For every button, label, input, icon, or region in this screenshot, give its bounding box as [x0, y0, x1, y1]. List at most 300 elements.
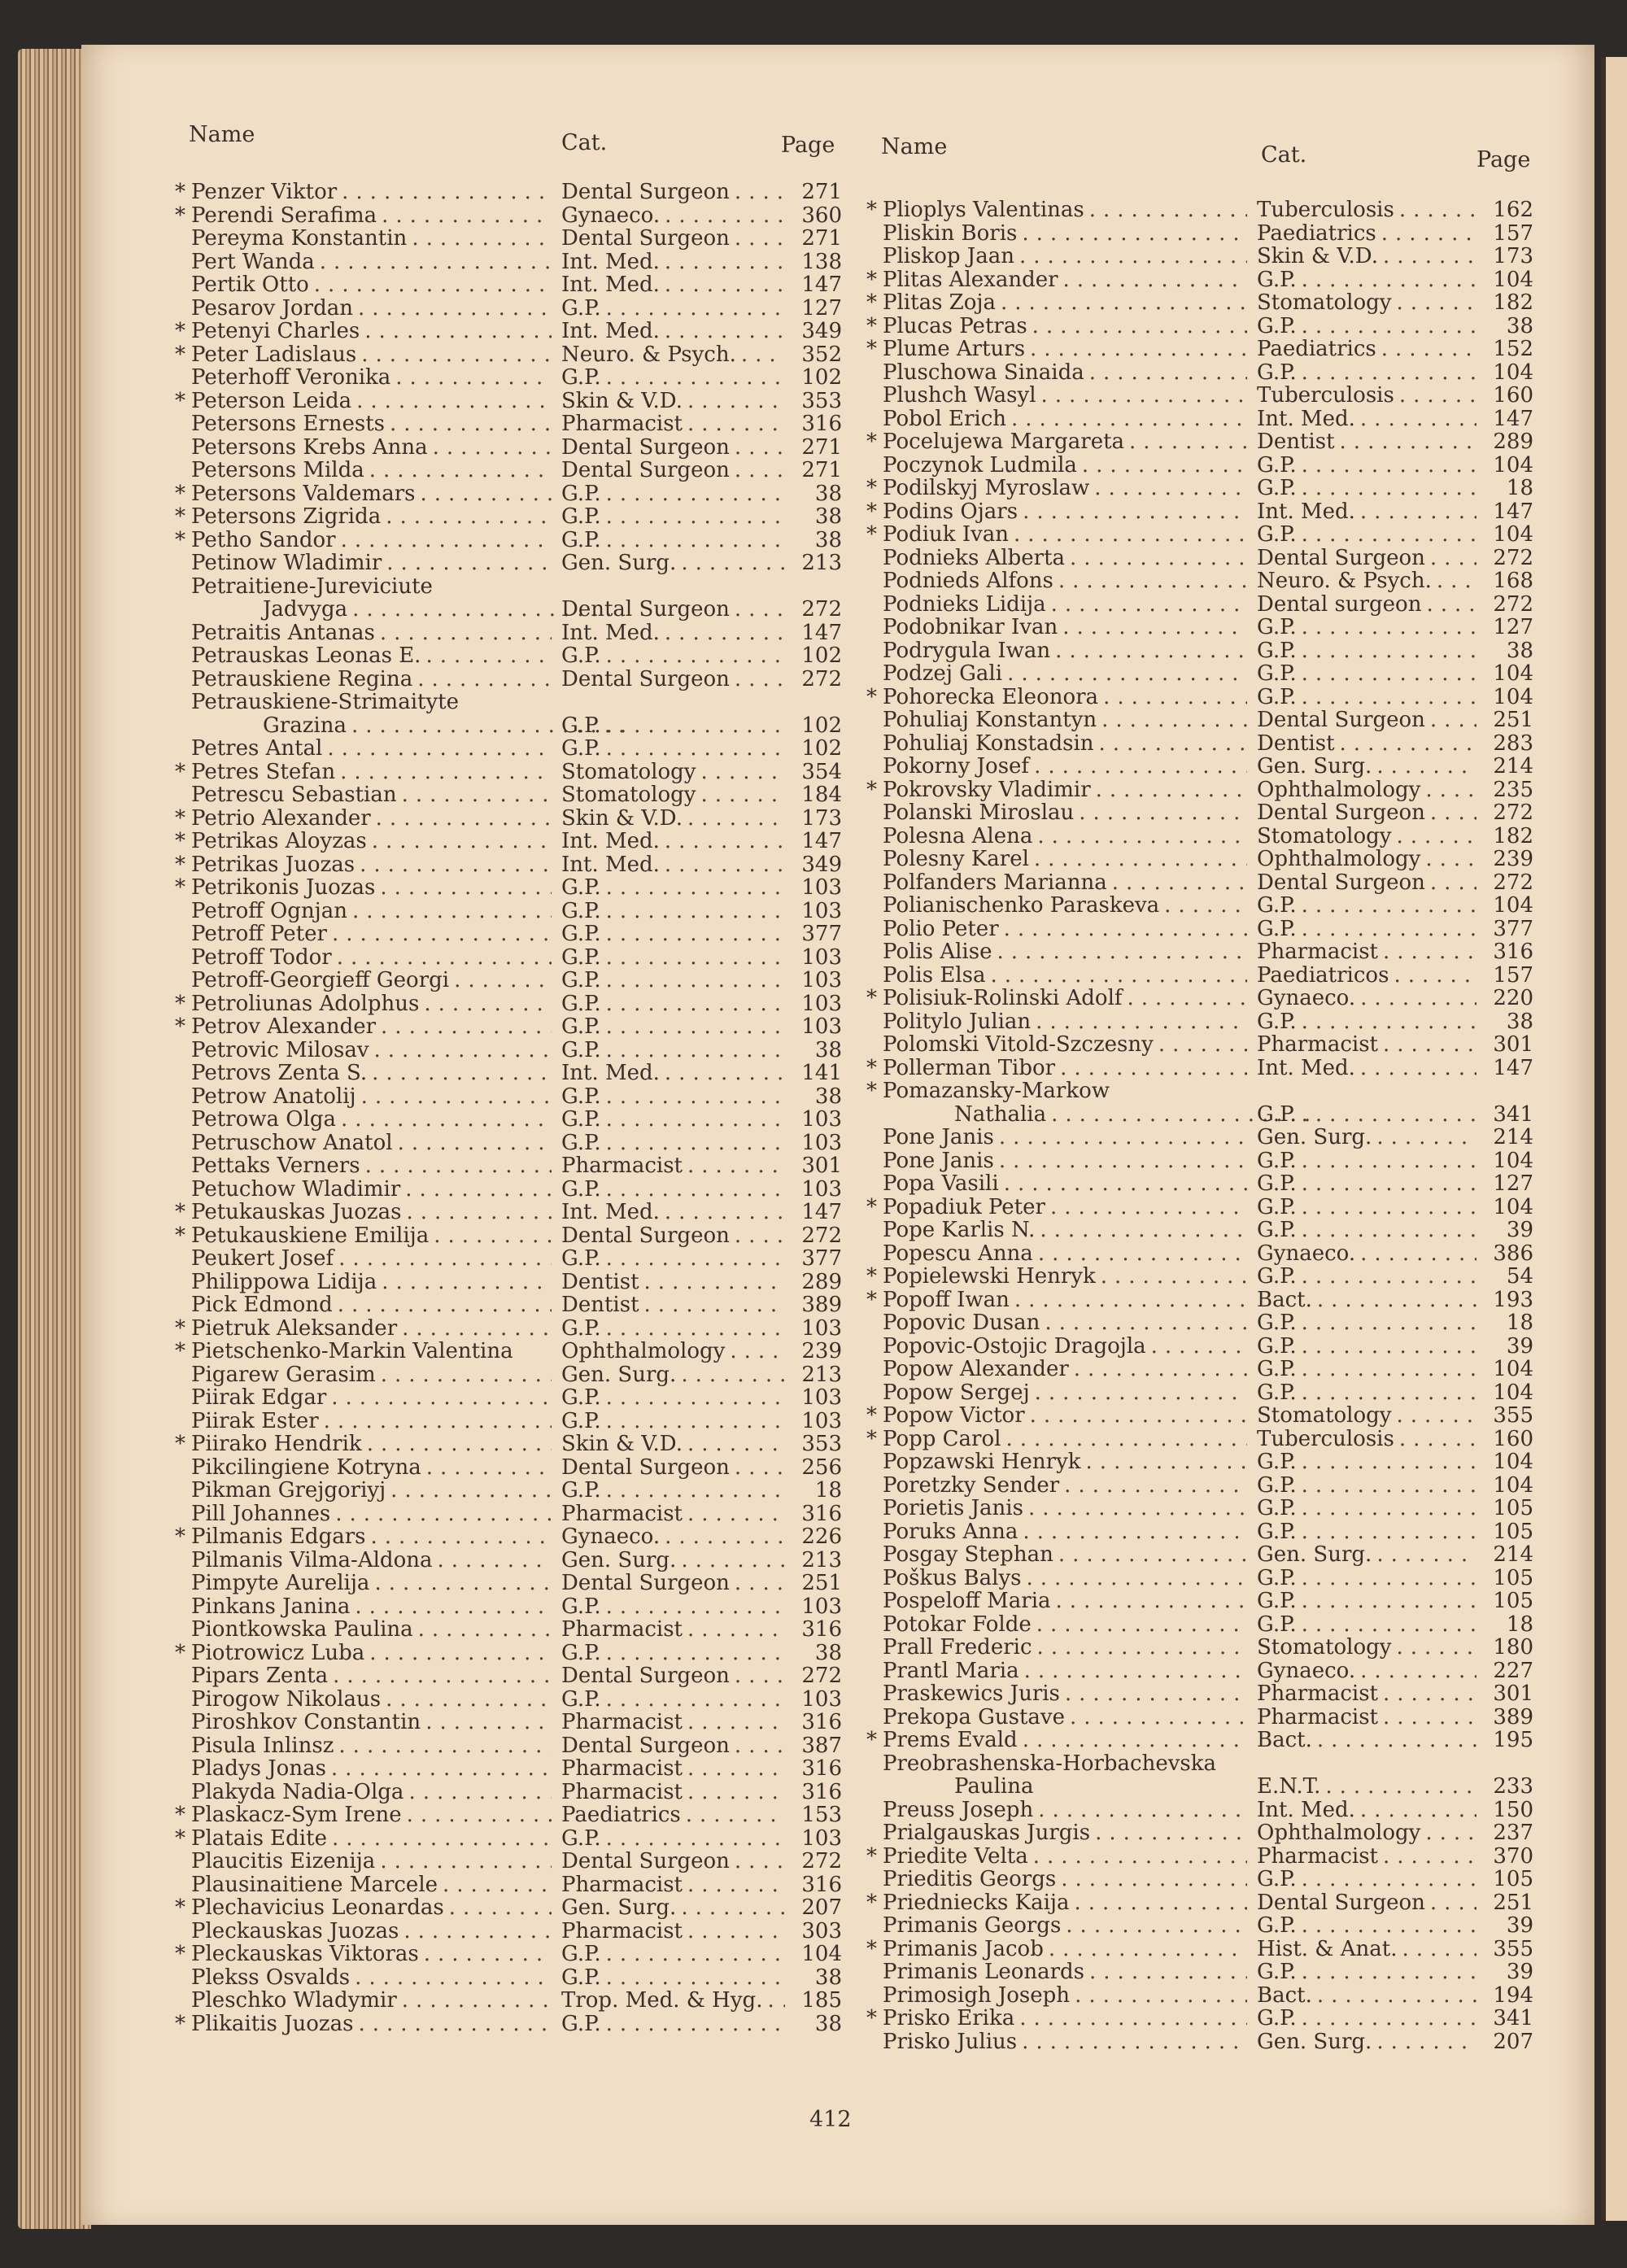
leader-dots	[601, 297, 785, 321]
index-entry	[866, 986, 1533, 1010]
index-entry	[191, 1456, 842, 1480]
entry-name-cell	[191, 1456, 552, 1480]
entry-page: 147	[801, 273, 842, 297]
entry-category-cell	[561, 1386, 785, 1410]
entry-name: Popescu Anna	[883, 1241, 1033, 1266]
leader-dots	[382, 552, 552, 575]
entry-name-cell	[883, 1891, 1247, 1915]
entry-name-cell	[191, 1085, 552, 1109]
leader-dots	[315, 251, 552, 274]
index-entry	[883, 825, 1533, 848]
entry-page: 162	[1493, 198, 1533, 222]
entry-name-cell	[191, 1015, 552, 1039]
asterisk-marker: *	[175, 1432, 185, 1456]
leader-dots	[601, 1688, 785, 1712]
entry-category: Pharmacist	[1257, 1681, 1378, 1706]
index-entry	[883, 454, 1533, 478]
leader-dots	[444, 1896, 552, 1920]
entry-name-cell	[191, 273, 552, 297]
entry-name: Polesny Karel	[883, 847, 1029, 871]
entry-name-cell	[883, 1450, 1247, 1474]
index-entry	[191, 1178, 842, 1202]
leader-dots	[601, 1966, 785, 1990]
index-entry	[883, 1752, 1533, 1776]
index-entry	[883, 1914, 1533, 1938]
entry-page: 239	[1493, 847, 1533, 871]
asterisk-marker: *	[175, 527, 185, 552]
entry-category: Paediatrics	[1257, 337, 1376, 361]
entry-category: Gen. Surg.	[561, 1895, 677, 1920]
index-entry	[883, 1520, 1533, 1544]
leader-dots	[1069, 1891, 1247, 1915]
entry-name-cell	[191, 761, 552, 784]
leader-dots	[319, 1410, 552, 1433]
entry-category: G.P.	[561, 1315, 601, 1341]
entry-page: 303	[801, 1918, 842, 1943]
entry-category: G.P.	[561, 991, 601, 1016]
entry-category-cell	[1257, 987, 1477, 1010]
index-entry	[191, 1503, 842, 1526]
entry-name: Piirak Ester	[191, 1408, 319, 1433]
entry-name-cell	[191, 1224, 552, 1248]
entry-category: G.P.	[1257, 1333, 1297, 1359]
index-entry	[175, 1803, 842, 1827]
entry-page: 173	[801, 805, 842, 831]
entry-name-cell	[191, 436, 552, 460]
entry-name: Pill Johannes	[191, 1501, 331, 1526]
entry-name: Peterson Leida	[191, 388, 352, 413]
entry-page: 182	[1493, 290, 1533, 315]
entry-page: 354	[801, 759, 842, 784]
asterisk-marker: *	[866, 198, 877, 222]
entry-category: Dental Surgeon	[561, 666, 730, 691]
index-entry	[883, 384, 1533, 408]
leader-dots	[730, 1456, 785, 1480]
entry-name: Prantl Maria	[883, 1658, 1019, 1683]
leader-dots	[1297, 662, 1477, 686]
entry-page: 103	[801, 1594, 842, 1619]
index-entry	[883, 639, 1533, 663]
entry-name-cell	[883, 1682, 1247, 1706]
entry-category-cell	[561, 1062, 785, 1085]
entry-page: 150	[1493, 1797, 1533, 1822]
leader-dots	[1009, 523, 1247, 547]
entry-name-cell	[191, 251, 552, 274]
entry-category: Dental Surgeon	[561, 434, 730, 460]
asterisk-marker: *	[175, 1223, 185, 1248]
entry-name: Podobnikar Ivan	[883, 615, 1058, 639]
index-entry	[883, 1660, 1533, 1683]
entry-page: 353	[801, 1432, 842, 1456]
entry-name: Pohorecka Eleonora	[883, 684, 1099, 709]
leader-dots	[367, 830, 552, 853]
entry-category-cell	[561, 1085, 785, 1109]
entry-category-cell	[561, 1132, 785, 1155]
entry-category-cell	[1257, 1613, 1477, 1637]
leader-dots	[366, 1525, 552, 1549]
entry-category-cell	[561, 1618, 785, 1642]
leader-dots	[683, 1920, 785, 1943]
entry-category: Dental Surgeon	[561, 1571, 730, 1595]
leader-dots	[1019, 1660, 1247, 1683]
leader-dots	[1320, 1775, 1477, 1799]
entry-name: Pirogow Nikolaus	[191, 1686, 382, 1712]
entry-category: G.P.	[1257, 1357, 1297, 1381]
entry-name-cell	[883, 1497, 1247, 1520]
entry-name: Petersons Ernests	[191, 412, 385, 436]
index-entry	[883, 593, 1533, 617]
asterisk-marker: *	[866, 1264, 877, 1289]
leader-dots	[683, 807, 785, 831]
index-entry	[883, 222, 1533, 246]
leader-dots	[601, 922, 785, 946]
entry-category-cell	[1257, 1289, 1477, 1312]
entry-name: Pone Janis	[883, 1125, 994, 1149]
leader-dots	[330, 1503, 552, 1526]
index-entry	[866, 522, 1533, 547]
entry-name: Pimpyte Aurelija	[191, 1571, 370, 1595]
entry-category: G.P.	[1257, 1612, 1297, 1637]
entry-page: 226	[801, 1524, 842, 1549]
entry-category: G.P.	[561, 1246, 601, 1271]
leader-dots	[1297, 1219, 1477, 1242]
entry-name: Pomazansky-Markow	[883, 1079, 1110, 1103]
entry-category: Gynaeco.	[561, 1524, 661, 1549]
leader-dots	[421, 644, 552, 668]
entry-category: Int. Med.	[561, 273, 660, 297]
entry-category: Pharmacist	[561, 1617, 683, 1642]
entry-name-cell	[883, 1660, 1247, 1683]
entry-name: Pinkans Janina	[191, 1594, 351, 1619]
index-entry	[191, 366, 842, 390]
leader-dots	[432, 1549, 552, 1572]
entry-name: Petroliunas Adolphus	[191, 991, 420, 1016]
leader-dots	[730, 1850, 785, 1873]
entry-category-cell	[561, 783, 785, 807]
entry-page: 54	[1506, 1264, 1533, 1289]
entry-category: Dentist	[561, 1269, 639, 1294]
entry-category: Skin & V.D.	[1257, 244, 1378, 268]
entry-name-cell	[883, 1636, 1247, 1660]
entry-name-cell	[191, 1410, 552, 1433]
entry-category-cell	[1257, 2030, 1477, 2054]
entry-category: G.P.	[1257, 476, 1297, 500]
index-entry	[883, 245, 1533, 268]
entry-category: Dental Surgeon	[561, 458, 730, 482]
entry-name: Preobrashenska-Horbachevska	[883, 1751, 1217, 1776]
entry-page: 38	[1506, 1009, 1533, 1034]
leader-dots	[1096, 1265, 1247, 1289]
entry-name-cell	[191, 1850, 552, 1873]
entry-name-cell	[191, 320, 552, 343]
entry-category: Gen. Surg.	[561, 1362, 677, 1387]
index-entry	[883, 1567, 1533, 1590]
leader-dots	[676, 552, 785, 575]
entry-name-continued: Nathalia	[954, 1101, 1047, 1127]
entry-name: Petrikonis Juozas	[191, 875, 376, 900]
entry-page: 173	[1493, 244, 1533, 268]
index-entry	[191, 1154, 842, 1178]
entry-name-cell	[191, 1664, 552, 1688]
entry-name-cell	[191, 575, 552, 599]
leader-dots	[1055, 1057, 1247, 1080]
leader-dots	[601, 1317, 785, 1341]
index-entry	[191, 622, 842, 645]
leader-dots	[1044, 1938, 1247, 1961]
entry-page: 239	[801, 1339, 842, 1363]
asterisk-marker: *	[866, 1079, 877, 1103]
leader-dots	[730, 459, 785, 482]
index-entry	[191, 1757, 842, 1781]
entry-page: 39	[1506, 1333, 1533, 1359]
entry-category-cell	[561, 1642, 785, 1665]
index-entry	[883, 894, 1533, 918]
index-entry	[191, 1873, 842, 1897]
index-entry	[191, 946, 842, 970]
leader-dots	[356, 343, 552, 367]
entry-name: Popovic-Ostojic Dragojla	[883, 1333, 1146, 1359]
entry-page: 105	[1493, 1565, 1533, 1590]
leader-dots	[1297, 1497, 1477, 1520]
leader-dots	[1378, 1682, 1477, 1706]
entry-category-cell	[561, 436, 785, 460]
entry-name: Posgay Stephan	[883, 1542, 1053, 1567]
entry-name: Praskewics Juris	[883, 1681, 1060, 1706]
entry-name-cell	[191, 900, 552, 923]
entry-category-cell	[1257, 338, 1477, 361]
entry-category: Int. Med.	[1257, 1797, 1355, 1822]
entry-page: 272	[801, 666, 842, 691]
index-entry	[866, 1194, 1533, 1219]
entry-name-cell	[883, 616, 1247, 639]
entry-category: Dental Surgeon	[1257, 708, 1425, 732]
entry-name-cell	[191, 644, 552, 668]
entry-name-cell	[191, 1642, 552, 1665]
entry-page: 138	[801, 249, 842, 274]
entry-category: G.P.	[561, 1686, 601, 1712]
entry-category: Stomatology	[1257, 1635, 1392, 1660]
leader-dots	[353, 297, 552, 321]
leader-dots	[1297, 523, 1477, 547]
entry-category-cell	[1257, 1126, 1477, 1149]
index-entry	[175, 504, 842, 529]
entry-page: 316	[801, 412, 842, 436]
entry-category-cell	[561, 1920, 785, 1943]
entry-name: Prekopa Gustave	[883, 1704, 1066, 1729]
index-entry	[191, 575, 842, 599]
leader-dots	[1098, 686, 1247, 709]
leader-dots	[660, 622, 785, 645]
entry-category-cell	[561, 204, 785, 228]
asterisk-marker: *	[175, 481, 185, 506]
entry-name-cell	[883, 1520, 1247, 1544]
entry-category: Pharmacist	[561, 1918, 683, 1943]
entry-name: Plitas Zoja	[883, 290, 996, 315]
entry-page: 104	[1493, 1450, 1533, 1474]
entry-category-cell	[1257, 686, 1477, 709]
entry-page: 207	[1493, 2029, 1533, 2054]
leader-dots	[1425, 547, 1477, 570]
entry-name-cell	[883, 1752, 1247, 1776]
entry-category-cell	[1257, 755, 1477, 779]
index-entry	[883, 1706, 1533, 1729]
entry-category: G.P.	[1257, 1589, 1297, 1613]
entry-name: Podnieks Alberta	[883, 545, 1066, 570]
index-entry	[883, 1126, 1533, 1149]
leader-dots	[1107, 871, 1247, 895]
index-entry	[175, 481, 842, 506]
entry-name: Plucas Petras	[883, 313, 1027, 338]
entry-page: 214	[1493, 1542, 1533, 1567]
asterisk-marker: *	[866, 1403, 877, 1428]
entry-name: Petrow Anatolij	[191, 1084, 356, 1109]
leader-dots	[1297, 1613, 1477, 1637]
entry-name-cell	[191, 1781, 552, 1804]
leader-dots	[660, 1201, 785, 1224]
asterisk-marker: *	[866, 290, 877, 315]
entry-category: Int. Med.	[561, 1200, 660, 1224]
leader-dots	[1029, 755, 1247, 779]
index-entry	[191, 297, 842, 321]
index-entry	[866, 1843, 1533, 1869]
entry-page: 389	[1493, 1704, 1533, 1729]
index-entry	[883, 1103, 1533, 1127]
entry-name-cell	[883, 500, 1247, 524]
entry-name: Piirako Hendrik	[191, 1432, 362, 1456]
leader-dots	[1297, 1590, 1477, 1613]
entry-category: Dental Surgeon	[1257, 545, 1425, 570]
entry-category: G.P.	[561, 1084, 601, 1109]
entry-name-cell	[883, 871, 1247, 895]
entry-name-cell	[883, 1265, 1247, 1289]
index-entry	[191, 598, 842, 622]
entry-name-cell	[883, 1729, 1247, 1752]
index-entry	[883, 1775, 1533, 1799]
leader-dots	[326, 1757, 552, 1781]
leader-dots	[1053, 569, 1247, 593]
entry-category-cell	[561, 297, 785, 321]
entry-name-cell	[883, 1428, 1247, 1451]
leader-dots	[1069, 1358, 1247, 1381]
entry-page: 316	[801, 1710, 842, 1734]
entry-name-cell	[883, 1868, 1247, 1891]
entry-name: Porietis Janis	[883, 1496, 1023, 1520]
entry-category: G.P.	[561, 736, 601, 761]
entry-category: G.P.	[1257, 684, 1297, 709]
entry-name: Polianischenko Paraskeva	[883, 893, 1160, 918]
entry-category: Ophthalmology	[1257, 777, 1421, 802]
entry-category: G.P.	[1257, 1496, 1297, 1520]
asterisk-marker: *	[866, 1728, 877, 1752]
leader-dots	[999, 918, 1247, 941]
entry-page: 147	[1493, 406, 1533, 431]
index-entry	[883, 755, 1533, 779]
leader-dots	[601, 644, 785, 668]
entry-name-cell	[883, 1775, 1319, 1799]
entry-page: 103	[801, 1315, 842, 1341]
leader-dots	[1394, 384, 1477, 408]
entry-page: 103	[801, 1385, 842, 1410]
entry-name-cell	[883, 2030, 1247, 2054]
leader-dots	[660, 204, 785, 228]
entry-page: 195	[1493, 1728, 1533, 1752]
entry-category: Stomatology	[1257, 823, 1392, 848]
leader-dots	[421, 1711, 552, 1734]
entry-category-cell	[1257, 361, 1477, 385]
entry-name-cell	[191, 1734, 552, 1758]
entry-page: 18	[1506, 1612, 1533, 1637]
entry-name-cell	[883, 1358, 1247, 1381]
entry-name: Popoff Iwan	[883, 1287, 1010, 1312]
leader-dots	[1297, 1172, 1477, 1196]
leader-dots	[730, 1224, 785, 1248]
entry-name: Plekss Osvalds	[191, 1965, 351, 1990]
entry-page: 377	[1493, 916, 1533, 941]
entry-name: Petroff Todor	[191, 944, 332, 970]
index-entry	[191, 1039, 842, 1062]
entry-category: Paediatricos	[1257, 962, 1389, 988]
entry-page: 349	[801, 852, 842, 877]
leader-dots	[1297, 1381, 1477, 1405]
leader-dots	[683, 1873, 785, 1897]
entry-category: Dental surgeon	[1257, 591, 1422, 617]
entry-category: Dental Surgeon	[561, 1733, 730, 1758]
entry-name-cell	[883, 686, 1247, 709]
leader-dots	[328, 1664, 552, 1688]
entry-name-cell	[191, 1340, 552, 1363]
leader-dots	[1378, 245, 1477, 268]
entry-name-cell	[883, 430, 1247, 454]
entry-page: 355	[1493, 1403, 1533, 1428]
entry-name-cell	[883, 987, 1247, 1010]
entry-category-cell	[561, 251, 785, 274]
entry-page: 104	[1493, 893, 1533, 918]
leader-dots	[375, 1850, 552, 1873]
leader-dots	[1050, 639, 1247, 663]
index-entry	[191, 1618, 842, 1642]
entry-name-cell	[191, 1966, 552, 1990]
entry-category-cell	[1257, 1172, 1477, 1196]
entry-name-cell	[883, 2007, 1247, 2030]
leader-dots	[660, 830, 785, 853]
entry-category: Dental Surgeon	[561, 1849, 730, 1873]
leader-dots	[390, 366, 552, 390]
entry-name-cell	[191, 343, 552, 367]
entry-category-cell	[1257, 454, 1477, 478]
index-entry	[175, 1524, 842, 1549]
entry-page: 272	[1493, 870, 1533, 895]
leader-dots	[1297, 1450, 1477, 1474]
entry-category: Ophthalmology	[1257, 847, 1421, 871]
entry-name-cell	[191, 227, 552, 251]
entry-page: 127	[1493, 615, 1533, 639]
entry-name: Pohuliaj Konstadsin	[883, 731, 1094, 756]
index-entry	[883, 848, 1533, 871]
leader-dots	[730, 1734, 785, 1758]
entry-name-cell	[191, 1549, 552, 1572]
entry-name: Petroff Peter	[191, 922, 327, 946]
entry-name-cell	[191, 1108, 552, 1132]
entry-page: 104	[1493, 267, 1533, 292]
leader-dots	[601, 1015, 785, 1039]
entry-category-cell	[1257, 198, 1477, 222]
entry-page: 341	[1493, 2006, 1533, 2030]
entry-category: G.P.	[1257, 1565, 1297, 1590]
index-entry	[866, 2006, 1533, 2030]
entry-name: Petroff-Georgieff Georgi	[191, 968, 450, 992]
entry-page: 103	[801, 1176, 842, 1202]
entry-name-cell	[883, 291, 1247, 315]
